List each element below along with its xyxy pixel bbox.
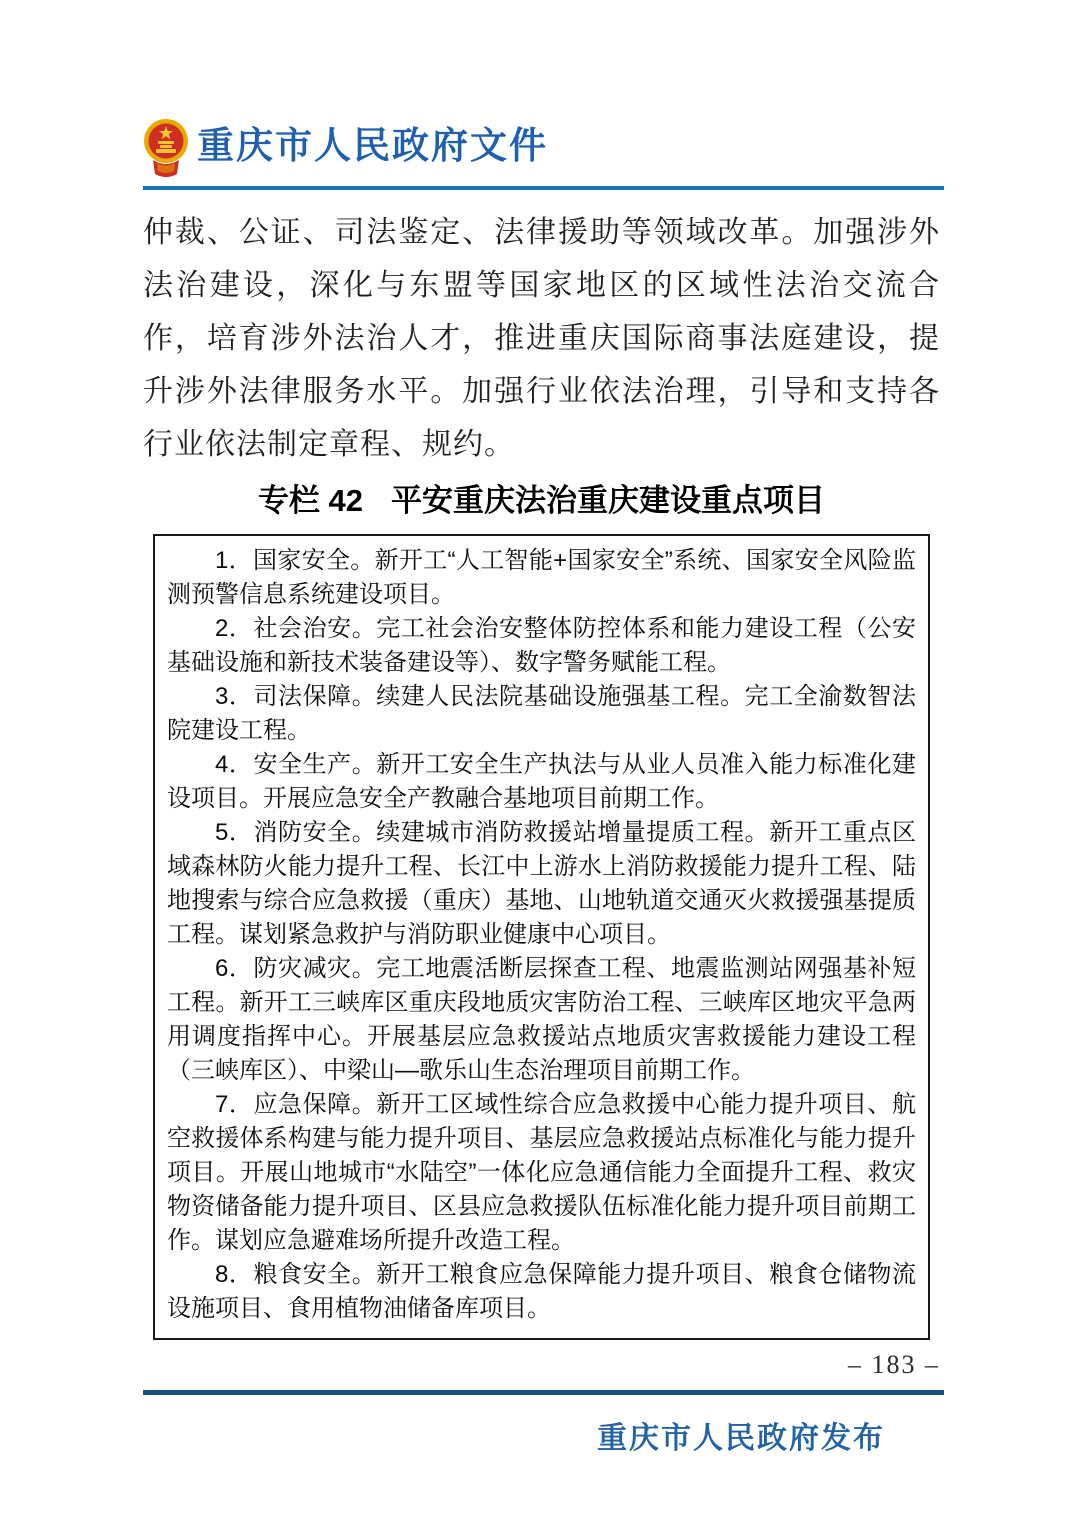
doc-header [143, 0, 940, 178]
column-box-heading: 平安重庆法治重庆建设重点项目 [391, 483, 826, 518]
box-item-3: 3．司法保障。续建人民法院基础设施强基工程。完工全渝数智法院建设工程。 [167, 683, 916, 744]
doc-title: 重庆市人民政府文件 [197, 125, 548, 167]
column-box [153, 534, 930, 1340]
page-number: – 183 – [848, 1350, 940, 1379]
column-box-title [143, 481, 940, 521]
publisher-label: 重庆市人民政府发布 [597, 1422, 885, 1455]
box-item-2: 2．社会治安。完工社会治安整体防控体系和能力建设工程（公安基础设施和新技术装备建设等）、数字警务赋能工程。 [167, 615, 916, 676]
footer-divider [143, 1390, 944, 1395]
national-emblem-icon [143, 116, 189, 178]
body-paragraph: 仲裁、公证、司法鉴定、法律援助等领域改革。加强涉外法治建设，深化与东盟等国家地区的区域性法治交流合作，培育涉外法治人才，推进重庆国际商事法庭建设，提升涉外法律服务水平。加强行业依法治理，引导和支持各行业依法制定章程、规约。 [143, 216, 940, 461]
box-item-8: 8．粮食安全。新开工粮食应急保障能力提升项目、粮食仓储物流设施项目、食用植物油储备库项目。 [167, 1261, 916, 1322]
box-item-4: 4．安全生产。新开工安全生产执法与从业人员准入能力标准化建设项目。开展应急安全产教融合基地项目前期工作。 [167, 751, 916, 812]
box-item-5: 5．消防安全。续建城市消防救援站增量提质工程。新开工重点区域森林防火能力提升工程、长江中上游水上消防救援能力提升工程、陆地搜索与综合应急救援（重庆）基地、山地轨道交通灭火救援强基提质工程。谋划紧急救护与消防职业健康中心项目。 [167, 819, 916, 948]
box-item-1: 1．国家安全。新开工“人工智能+国家安全”系统、国家安全风险监测预警信息系统建设项目。 [167, 547, 916, 608]
header-divider [143, 186, 944, 190]
box-item-6: 6．防灾减灾。完工地震活断层探查工程、地震监测站网强基补短工程。新开工三峡库区重庆段地质灾害防治工程、三峡库区地灾平急两用调度指挥中心。开展基层应急救援站点地质灾害救援能力建设工程（三峡库区）、中梁山—歌乐山生态治理项目前期工作。 [167, 955, 916, 1084]
box-item-7: 7．应急保障。新开工区域性综合应急救援中心能力提升项目、航空救援体系构建与能力提升项目、基层应急救援站点标准化与能力提升项目。开展山地城市“水陆空”一体化应急通信能力全面提升工程、救灾物资储备能力提升项目、区县应急救援队伍标准化能力提升项目前期工作。谋划应急避难场所提升改造工程。 [167, 1091, 916, 1254]
column-box-label: 专栏 42 [257, 483, 364, 518]
